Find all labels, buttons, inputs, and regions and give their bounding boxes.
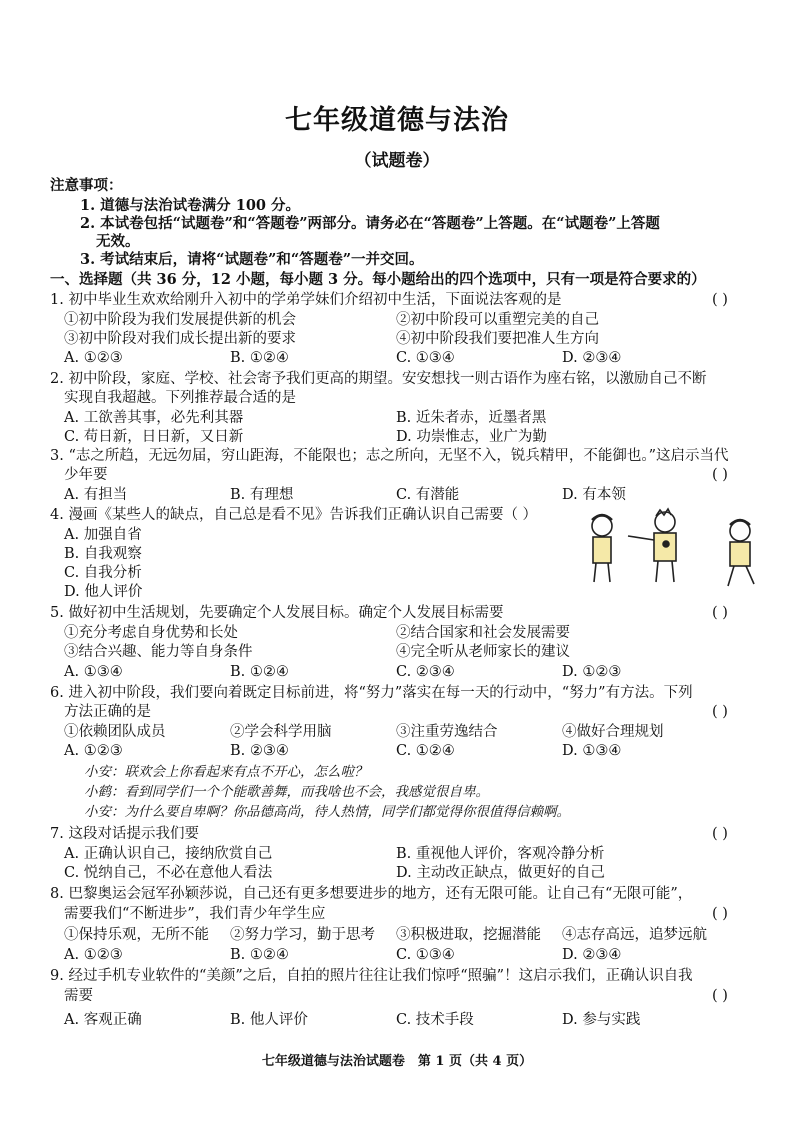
option-c: C. 悦纳自己，不必在意他人看法 bbox=[64, 865, 273, 881]
option-c: C. 自我分析 bbox=[64, 565, 142, 581]
option-a: A. 加强自省 bbox=[64, 527, 142, 543]
option-c: C. 有潜能 bbox=[396, 487, 460, 503]
dialog-line: 小鹤：看到同学们一个个能歌善舞，而我啥也不会，我感觉很自卑。 bbox=[84, 784, 489, 800]
option-b: B. 近朱者赤，近墨者黑 bbox=[396, 410, 547, 426]
option-c: C. ①②④ bbox=[396, 743, 455, 759]
statement: ②努力学习，勤于思考 bbox=[230, 927, 375, 943]
answer-blank: ( ) bbox=[712, 826, 728, 842]
question-stem: 9. 经过手机专业软件的“美颜”之后，自拍的照片往往让我们惊呼“照骗”！这启示我们，正确认识自我 bbox=[50, 968, 693, 984]
question-stem: 7. 这段对话提示我们要 bbox=[50, 826, 199, 842]
answer-blank: ( ) bbox=[712, 906, 728, 922]
option-c: C. ①③④ bbox=[396, 947, 455, 963]
comic-figure-right-head bbox=[730, 521, 750, 541]
answer-blank: ( ) bbox=[712, 605, 728, 621]
option-d: D. 有本领 bbox=[562, 487, 626, 503]
option-d: D. ①②③ bbox=[562, 664, 622, 680]
section-heading: 一、选择题（共 36 分，12 小题，每小题 3 分。每小题给出的四个选项中，只有一项是符合要求的） bbox=[50, 271, 706, 288]
notice-heading: 注意事项： bbox=[50, 177, 123, 194]
option-d: D. 他人评价 bbox=[64, 584, 143, 600]
option-a: A. 客观正确 bbox=[64, 1012, 142, 1028]
answer-blank: ( ) bbox=[712, 467, 728, 483]
page-subtitle: （试题卷） bbox=[354, 151, 440, 171]
statement: ③初中阶段对我们成长提出新的要求 bbox=[64, 331, 296, 347]
question-stem: 5. 做好初中生活规划，先要确定个人发展目标。确定个人发展目标需要 bbox=[50, 605, 504, 621]
answer-blank: ( ) bbox=[712, 988, 728, 1004]
option-a: A. 正确认识自己，接纳欣赏自己 bbox=[64, 846, 273, 862]
notice-item: 3. 考试结束后，请将“试题卷”和“答题卷”一并交回。 bbox=[80, 251, 424, 268]
option-a: A. ①③④ bbox=[64, 664, 123, 680]
question-stem: 少年要 bbox=[64, 467, 108, 483]
question-stem: 需要我们“不断进步”，我们青少年学生应 bbox=[64, 906, 326, 922]
question-stem: 6. 进入初中阶段，我们要向着既定目标前进，将“努力”落实在每一天的行动中，“努力”有方法。下列 bbox=[50, 685, 693, 701]
comic-figure-left-head bbox=[592, 516, 612, 536]
statement: ④初中阶段我们要把准人生方向 bbox=[396, 331, 599, 347]
statement: ①初中阶段为我们发展提供新的机会 bbox=[64, 312, 296, 328]
question-stem: 需要 bbox=[64, 988, 93, 1004]
question-stem: 8. 巴黎奥运会冠军孙颖莎说，自己还有更多想要进步的地方，还有无限可能。让自己有“无限可能”， bbox=[50, 886, 693, 902]
notice-item: 2. 本试卷包括“试题卷”和“答题卷”两部分。请务必在“答题卷”上答题。在“试题卷”上答题 bbox=[80, 215, 660, 232]
option-b: B. ①②④ bbox=[230, 947, 289, 963]
option-a: A. ①②③ bbox=[64, 947, 123, 963]
statement: ①依赖团队成员 bbox=[64, 724, 166, 740]
comic-figure-middle-head bbox=[655, 512, 675, 532]
question-stem: 4. 漫画《某些人的缺点，自己总是看不见》告诉我们正确认识自己需要（ ） bbox=[50, 507, 538, 523]
question-stem: 2. 初中阶段，家庭、学校、社会寄予我们更高的期望。安安想找一则古语作为座右铭，以激励自己不断 bbox=[50, 371, 707, 387]
option-a: A. ①②③ bbox=[64, 743, 123, 759]
option-a: A. 工欲善其事，必先利其器 bbox=[64, 410, 244, 426]
dialog-line: 小安：为什么要自卑啊？你品德高尚，待人热情，同学们都觉得你很值得信赖啊。 bbox=[84, 804, 570, 820]
option-b: B. ②③④ bbox=[230, 743, 289, 759]
option-b: B. 他人评价 bbox=[230, 1012, 308, 1028]
question-stem: 3. “志之所趋，无远勿届，穷山距海，不能限也；志之所向，无坚不入，锐兵精甲，不能御也。”这启示当代 bbox=[50, 448, 729, 464]
option-c: C. 苟日新，日日新，又日新 bbox=[64, 429, 244, 445]
statement: ④完全听从老师家长的建议 bbox=[396, 644, 570, 660]
option-d: D. 参与实践 bbox=[562, 1012, 641, 1028]
page-footer: 七年级道德与法治试题卷 第 1 页（共 4 页） bbox=[261, 1054, 533, 1069]
question-stem: 方法正确的是 bbox=[64, 704, 151, 720]
statement: ②初中阶段可以重塑完美的自己 bbox=[396, 312, 599, 328]
statement: ②结合国家和社会发展需要 bbox=[396, 625, 570, 641]
option-d: D. ②③④ bbox=[562, 350, 622, 366]
option-b: B. 自我观察 bbox=[64, 546, 142, 562]
option-d: D. 主动改正缺点，做更好的自己 bbox=[396, 865, 605, 881]
statement: ①保持乐观，无所不能 bbox=[64, 927, 209, 943]
option-c: C. ②③④ bbox=[396, 664, 455, 680]
page-title: 七年级道德与法治 bbox=[285, 105, 509, 136]
notice-item: 无效。 bbox=[96, 233, 140, 250]
question-stem: 实现自我超越。下列推荐最合适的是 bbox=[64, 390, 296, 406]
statement: ④志存高远，追梦远航 bbox=[562, 927, 707, 943]
statement: ③积极进取，挖掘潜能 bbox=[396, 927, 541, 943]
statement: ③结合兴趣、能力等自身条件 bbox=[64, 644, 253, 660]
option-d: D. ①③④ bbox=[562, 743, 622, 759]
option-b: B. ①②④ bbox=[230, 350, 289, 366]
question-stem: 1. 初中毕业生欢欢给刚升入初中的学弟学妹们介绍初中生活，下面说法客观的是 bbox=[50, 292, 562, 308]
option-d: D. ②③④ bbox=[562, 947, 622, 963]
option-b: B. 有理想 bbox=[230, 487, 294, 503]
answer-blank: ( ) bbox=[712, 704, 728, 720]
option-d: D. 功崇惟志，业广为勤 bbox=[396, 429, 547, 445]
statement: ③注重劳逸结合 bbox=[396, 724, 498, 740]
option-a: A. ①②③ bbox=[64, 350, 123, 366]
comic-illustration bbox=[580, 506, 770, 596]
notice-item: 1. 道德与法治试卷满分 100 分。 bbox=[80, 197, 301, 214]
answer-blank: ( ) bbox=[712, 292, 728, 308]
option-c: C. 技术手段 bbox=[396, 1012, 474, 1028]
option-a: A. 有担当 bbox=[64, 487, 128, 503]
option-b: B. ①②④ bbox=[230, 664, 289, 680]
dialog-line: 小安：联欢会上你看起来有点不开心，怎么啦？ bbox=[84, 764, 368, 780]
option-c: C. ①③④ bbox=[396, 350, 455, 366]
statement: ①充分考虑自身优势和长处 bbox=[64, 625, 238, 641]
statement: ②学会科学用脑 bbox=[230, 724, 332, 740]
option-b: B. 重视他人评价，客观冷静分析 bbox=[396, 846, 605, 862]
statement: ④做好合理规划 bbox=[562, 724, 664, 740]
